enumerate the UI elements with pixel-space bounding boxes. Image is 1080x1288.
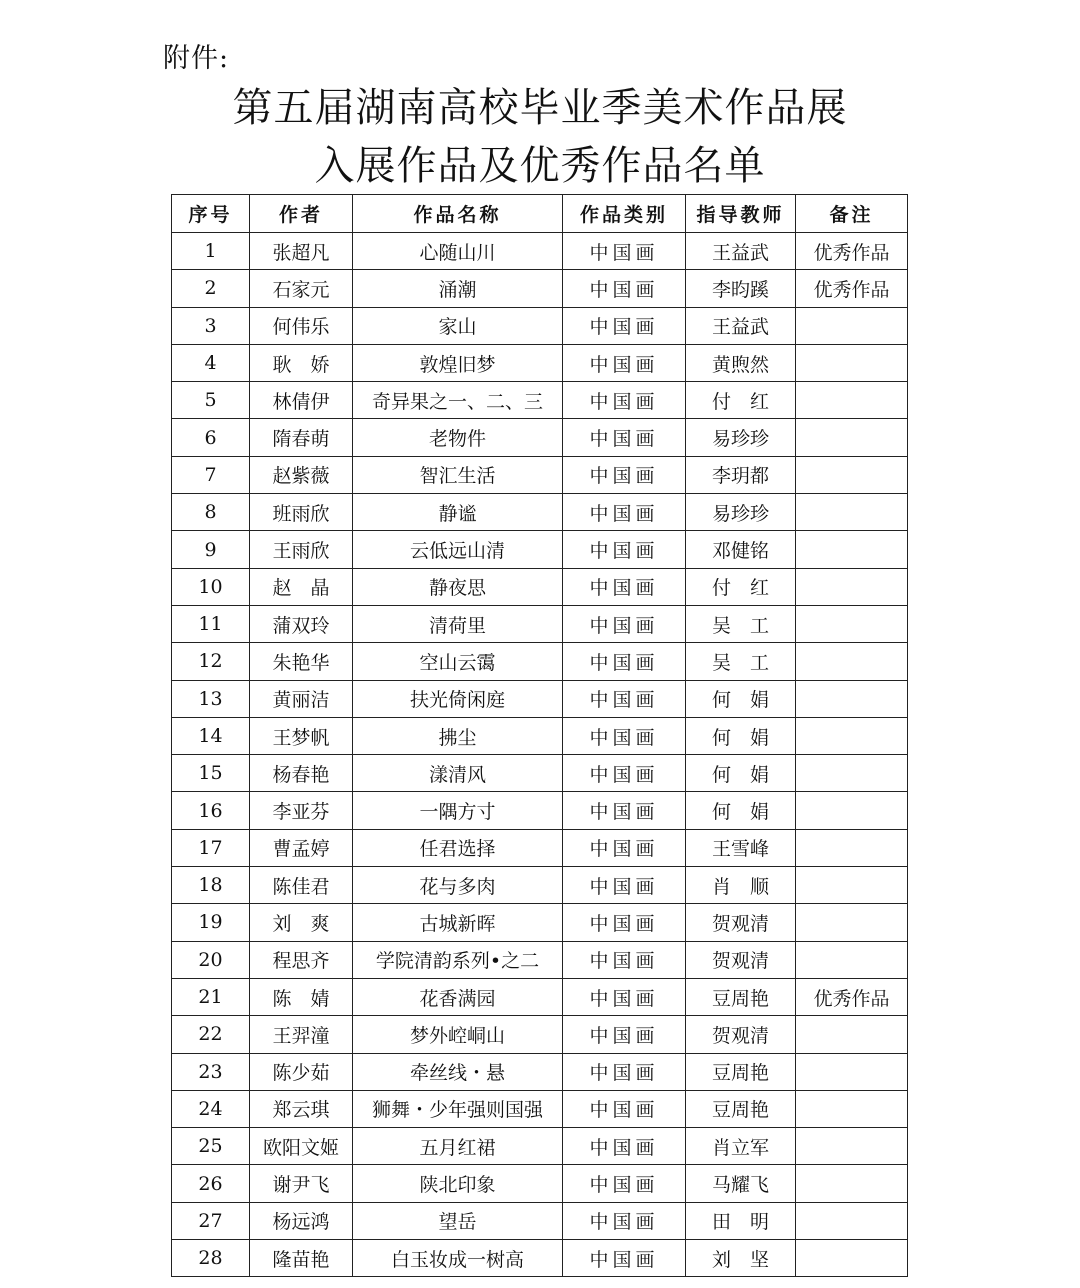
cell-category: 中国画	[563, 531, 686, 568]
cell-teacher: 贺观清	[686, 1016, 796, 1053]
table-row	[172, 605, 908, 642]
cell-teacher: 贺观清	[686, 904, 796, 941]
cell-teacher: 付 红	[686, 382, 796, 419]
cell-author: 王雨欣	[250, 531, 353, 568]
table-row	[172, 1053, 908, 1090]
cell-teacher: 何 娟	[686, 680, 796, 717]
cell-number: 14	[172, 717, 250, 754]
attachment-label: 附件:	[163, 43, 230, 74]
cell-category: 中国画	[563, 494, 686, 531]
cell-number: 11	[172, 605, 250, 642]
cell-work-title: 任君选择	[353, 829, 563, 866]
cell-number: 18	[172, 867, 250, 904]
cell-category: 中国画	[563, 307, 686, 344]
cell-category: 中国画	[563, 1053, 686, 1090]
cell-teacher: 易珍珍	[686, 419, 796, 456]
cell-author: 程思齐	[250, 941, 353, 978]
cell-number: 9	[172, 531, 250, 568]
cell-category: 中国画	[563, 1016, 686, 1053]
cell-author: 赵紫薇	[250, 456, 353, 493]
table-row	[172, 568, 908, 605]
cell-number: 20	[172, 941, 250, 978]
cell-note	[796, 1202, 908, 1239]
cell-note	[796, 605, 908, 642]
cell-number: 12	[172, 643, 250, 680]
cell-work-title: 望岳	[353, 1202, 563, 1239]
cell-teacher: 邓健铭	[686, 531, 796, 568]
cell-number: 10	[172, 568, 250, 605]
cell-note	[796, 1240, 908, 1277]
cell-number: 3	[172, 307, 250, 344]
cell-work-title: 涌潮	[353, 270, 563, 307]
cell-note	[796, 1053, 908, 1090]
cell-work-title: 花与多肉	[353, 867, 563, 904]
cell-author: 赵 晶	[250, 568, 353, 605]
cell-category: 中国画	[563, 1202, 686, 1239]
cell-category: 中国画	[563, 344, 686, 381]
cell-category: 中国画	[563, 1165, 686, 1202]
cell-note	[796, 419, 908, 456]
cell-category: 中国画	[563, 867, 686, 904]
cell-work-title: 扶光倚闲庭	[353, 680, 563, 717]
cell-category: 中国画	[563, 792, 686, 829]
cell-author: 曹孟婷	[250, 829, 353, 866]
cell-number: 23	[172, 1053, 250, 1090]
cell-teacher: 刘 坚	[686, 1240, 796, 1277]
cell-number: 16	[172, 792, 250, 829]
cell-work-title: 拂尘	[353, 717, 563, 754]
cell-category: 中国画	[563, 978, 686, 1015]
cell-work-title: 花香满园	[353, 978, 563, 1015]
cell-work-title: 静谧	[353, 494, 563, 531]
cell-teacher: 何 娟	[686, 792, 796, 829]
cell-teacher: 何 娟	[686, 755, 796, 792]
cell-note	[796, 344, 908, 381]
cell-note	[796, 1090, 908, 1127]
cell-note	[796, 680, 908, 717]
cell-note	[796, 717, 908, 754]
cell-author: 谢尹飞	[250, 1165, 353, 1202]
cell-teacher: 李玥都	[686, 456, 796, 493]
table-row	[172, 1128, 908, 1165]
cell-number: 2	[172, 270, 250, 307]
cell-author: 陈少茹	[250, 1053, 353, 1090]
cell-author: 张超凡	[250, 233, 353, 270]
cell-number: 6	[172, 419, 250, 456]
table-row	[172, 456, 908, 493]
cell-note	[796, 1165, 908, 1202]
cell-note: 优秀作品	[796, 978, 908, 1015]
table-row	[172, 829, 908, 866]
cell-category: 中国画	[563, 568, 686, 605]
cell-work-title: 心随山川	[353, 233, 563, 270]
cell-note	[796, 643, 908, 680]
table-row	[172, 717, 908, 754]
cell-author: 杨远鸿	[250, 1202, 353, 1239]
cell-author: 王羿潼	[250, 1016, 353, 1053]
cell-number: 13	[172, 680, 250, 717]
cell-work-title: 白玉妆成一树高	[353, 1240, 563, 1277]
cell-note	[796, 829, 908, 866]
cell-number: 28	[172, 1240, 250, 1277]
cell-category: 中国画	[563, 755, 686, 792]
cell-number: 5	[172, 382, 250, 419]
cell-work-title: 学院清韵系列•之二	[353, 941, 563, 978]
cell-work-title: 五月红裙	[353, 1128, 563, 1165]
cell-note	[796, 867, 908, 904]
cell-teacher: 肖立军	[686, 1128, 796, 1165]
cell-note	[796, 1016, 908, 1053]
cell-teacher: 豆周艳	[686, 1053, 796, 1090]
table-row	[172, 792, 908, 829]
cell-teacher: 李昀蹊	[686, 270, 796, 307]
cell-category: 中国画	[563, 904, 686, 941]
cell-note	[796, 456, 908, 493]
cell-author: 石家元	[250, 270, 353, 307]
cell-author: 陈佳君	[250, 867, 353, 904]
cell-teacher: 吴 工	[686, 643, 796, 680]
cell-number: 19	[172, 904, 250, 941]
cell-teacher: 黄煦然	[686, 344, 796, 381]
cell-author: 耿 娇	[250, 344, 353, 381]
table-row	[172, 307, 908, 344]
cell-work-title: 奇异果之一、二、三	[353, 382, 563, 419]
cell-work-title: 一隅方寸	[353, 792, 563, 829]
cell-number: 15	[172, 755, 250, 792]
table-row	[172, 1240, 908, 1277]
cell-note	[796, 307, 908, 344]
table-row	[172, 978, 908, 1015]
cell-teacher: 王益武	[686, 233, 796, 270]
cell-work-title: 静夜思	[353, 568, 563, 605]
cell-note	[796, 382, 908, 419]
cell-note: 优秀作品	[796, 270, 908, 307]
cell-author: 欧阳文姬	[250, 1128, 353, 1165]
table-row	[172, 233, 908, 270]
cell-number: 4	[172, 344, 250, 381]
cell-work-title: 牵丝线・悬	[353, 1053, 563, 1090]
cell-number: 26	[172, 1165, 250, 1202]
cell-note	[796, 941, 908, 978]
cell-teacher: 贺观清	[686, 941, 796, 978]
cell-teacher: 肖 顺	[686, 867, 796, 904]
cell-category: 中国画	[563, 605, 686, 642]
cell-teacher: 吴 工	[686, 605, 796, 642]
cell-number: 25	[172, 1128, 250, 1165]
cell-teacher: 马耀飞	[686, 1165, 796, 1202]
table-row	[172, 941, 908, 978]
cell-category: 中国画	[563, 1090, 686, 1127]
cell-note	[796, 1128, 908, 1165]
cell-category: 中国画	[563, 941, 686, 978]
cell-note: 优秀作品	[796, 233, 908, 270]
cell-work-title: 家山	[353, 307, 563, 344]
table-header-row	[172, 195, 908, 233]
header-number: 序号	[172, 195, 250, 233]
cell-number: 8	[172, 494, 250, 531]
cell-note	[796, 568, 908, 605]
cell-author: 何伟乐	[250, 307, 353, 344]
cell-work-title: 老物件	[353, 419, 563, 456]
exhibition-list-table	[171, 194, 908, 1277]
table-row	[172, 494, 908, 531]
cell-author: 隋春萌	[250, 419, 353, 456]
cell-teacher: 豆周艳	[686, 978, 796, 1015]
cell-author: 蒲双玲	[250, 605, 353, 642]
cell-number: 22	[172, 1016, 250, 1053]
header-note: 备注	[796, 195, 908, 233]
cell-work-title: 古城新晖	[353, 904, 563, 941]
table-row	[172, 904, 908, 941]
cell-teacher: 王益武	[686, 307, 796, 344]
cell-work-title: 智汇生活	[353, 456, 563, 493]
header-category: 作品类别	[563, 195, 686, 233]
cell-teacher: 田 明	[686, 1202, 796, 1239]
cell-number: 7	[172, 456, 250, 493]
cell-number: 1	[172, 233, 250, 270]
cell-work-title: 空山云霭	[353, 643, 563, 680]
table-row	[172, 382, 908, 419]
cell-author: 班雨欣	[250, 494, 353, 531]
document-title: 第五届湖南高校毕业季美术作品展	[232, 85, 848, 131]
cell-category: 中国画	[563, 1240, 686, 1277]
header-author: 作者	[250, 195, 353, 233]
cell-author: 林倩伊	[250, 382, 353, 419]
cell-number: 17	[172, 829, 250, 866]
table-row	[172, 270, 908, 307]
cell-work-title: 漾清风	[353, 755, 563, 792]
table-row	[172, 419, 908, 456]
cell-author: 朱艳华	[250, 643, 353, 680]
table-row	[172, 755, 908, 792]
cell-teacher: 何 娟	[686, 717, 796, 754]
cell-author: 隆苗艳	[250, 1240, 353, 1277]
cell-work-title: 清荷里	[353, 605, 563, 642]
cell-category: 中国画	[563, 419, 686, 456]
cell-teacher: 易珍珍	[686, 494, 796, 531]
table-row	[172, 1202, 908, 1239]
table-row	[172, 344, 908, 381]
header-work-title: 作品名称	[353, 195, 563, 233]
cell-author: 黄丽洁	[250, 680, 353, 717]
cell-author: 李亚芬	[250, 792, 353, 829]
table-body	[172, 233, 908, 1277]
cell-note	[796, 755, 908, 792]
cell-category: 中国画	[563, 643, 686, 680]
cell-author: 王梦帆	[250, 717, 353, 754]
cell-number: 24	[172, 1090, 250, 1127]
cell-work-title: 云低远山清	[353, 531, 563, 568]
cell-category: 中国画	[563, 1128, 686, 1165]
cell-author: 刘 爽	[250, 904, 353, 941]
cell-teacher: 豆周艳	[686, 1090, 796, 1127]
cell-category: 中国画	[563, 382, 686, 419]
cell-category: 中国画	[563, 233, 686, 270]
cell-number: 27	[172, 1202, 250, 1239]
table-row	[172, 643, 908, 680]
cell-note	[796, 792, 908, 829]
cell-work-title: 梦外崆峒山	[353, 1016, 563, 1053]
table-row	[172, 1165, 908, 1202]
cell-note	[796, 531, 908, 568]
cell-author: 陈 婧	[250, 978, 353, 1015]
cell-category: 中国画	[563, 829, 686, 866]
cell-teacher: 王雪峰	[686, 829, 796, 866]
cell-author: 杨春艳	[250, 755, 353, 792]
table-row	[172, 867, 908, 904]
cell-number: 21	[172, 978, 250, 1015]
table-row	[172, 531, 908, 568]
header-teacher: 指导教师	[686, 195, 796, 233]
cell-note	[796, 904, 908, 941]
document-subtitle: 入展作品及优秀作品名单	[314, 143, 766, 189]
cell-author: 郑云琪	[250, 1090, 353, 1127]
table-row	[172, 1016, 908, 1053]
cell-work-title: 狮舞・少年强则国强	[353, 1090, 563, 1127]
table-row	[172, 680, 908, 717]
cell-category: 中国画	[563, 270, 686, 307]
cell-note	[796, 494, 908, 531]
cell-work-title: 敦煌旧梦	[353, 344, 563, 381]
cell-work-title: 陕北印象	[353, 1165, 563, 1202]
cell-category: 中国画	[563, 680, 686, 717]
cell-category: 中国画	[563, 717, 686, 754]
cell-category: 中国画	[563, 456, 686, 493]
table-row	[172, 1090, 908, 1127]
cell-teacher: 付 红	[686, 568, 796, 605]
